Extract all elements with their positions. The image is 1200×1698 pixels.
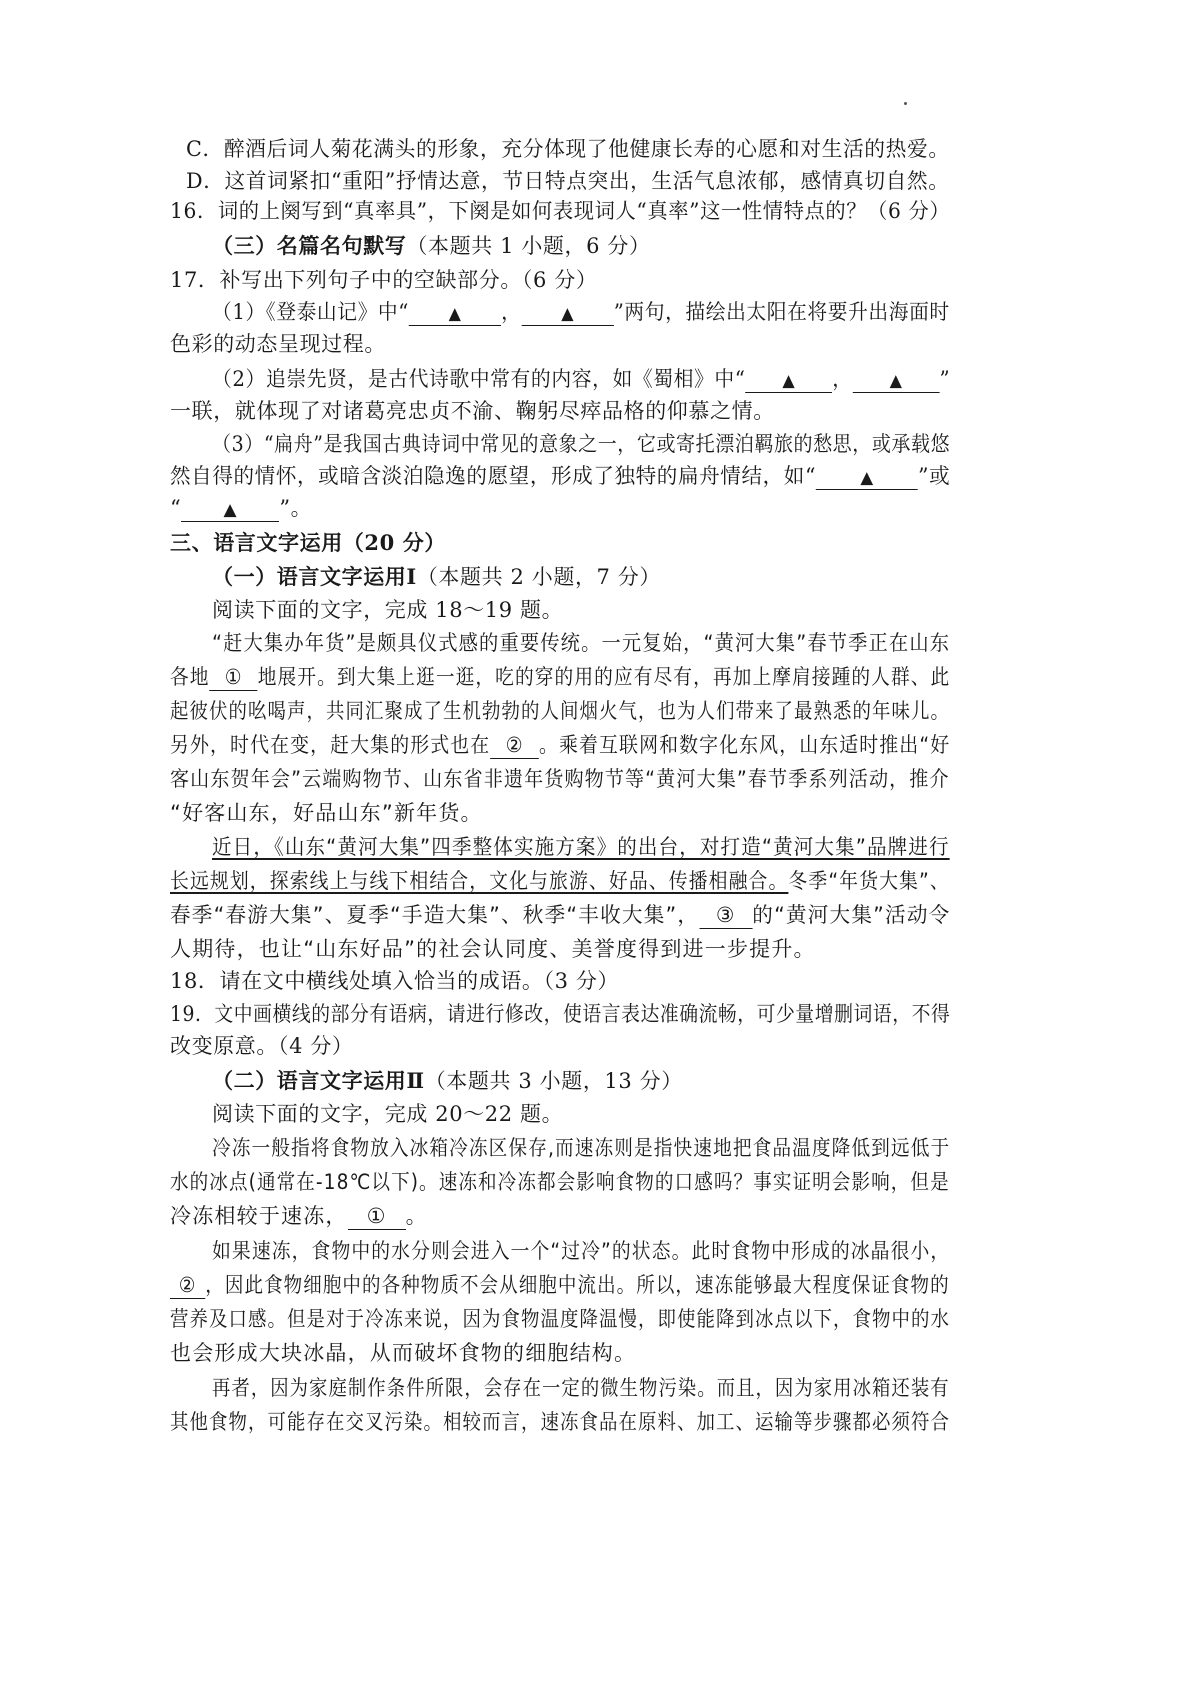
blank-number: ③: [715, 903, 736, 927]
passage1-blank-1[interactable]: [210, 664, 258, 691]
blank-number: ②: [178, 1273, 197, 1297]
passage4-line3: 营养及口感。但是对于冷冻来说，因为食物温度降温慢，即使能降到冰点以下，食物中的水: [170, 1307, 951, 1331]
q17-item1-tail: ”两句，描绘出太阳在将要升出海面时: [613, 300, 950, 324]
q15-option-c: C．醉酒后词人菊花满头的形象，充分体现了他健康长寿的心愿和对生活的热爱。: [186, 137, 950, 161]
subsection-1-title: （一）语言文字运用Ⅰ: [212, 564, 417, 589]
passage1-line6: “好客山东，好品山东”新年货。: [170, 801, 483, 825]
blank-marker-icon: ▲: [561, 304, 575, 324]
passage3-line3: [170, 1201, 428, 1231]
passage4-blank-2[interactable]: [170, 1272, 205, 1299]
passage3-text: 。: [405, 1204, 428, 1228]
passage1-line4: [170, 730, 950, 760]
passage4-line4: 也会形成大块冰晶，从而破坏食物的细胞结构。: [170, 1341, 637, 1365]
q17-blank-1[interactable]: [409, 299, 501, 326]
part-3-heading: 三、语言文字运用（20 分）: [170, 530, 446, 555]
passage3-blank-1[interactable]: [348, 1203, 406, 1230]
section-heading-recitation: [212, 231, 651, 261]
blank-number: ①: [366, 1204, 387, 1228]
subsection-2-heading: [212, 1066, 683, 1096]
question-16: 16．词的上阕写到“真率具”，下阕是如何表现词人“真率”这一性情特点的？（6 分）: [170, 199, 951, 223]
passage2-underlined-text: 长远规划，探索线上与线下相结合，文化与旅游、好品、传播相融合。: [170, 869, 789, 893]
subsection-1-heading: [212, 562, 661, 592]
section-note: （本题共 1 小题，6 分）: [406, 234, 651, 258]
passage1-text: 另外，时代在变，赶大集的形式也在: [170, 733, 491, 757]
q17-item2-line1: [212, 364, 950, 394]
passage1-blank-2[interactable]: [490, 732, 539, 759]
reading-instruction-2: 阅读下面的文字，完成 20～22 题。: [212, 1102, 564, 1126]
question-19-line2: 改变原意。（4 分）: [170, 1034, 354, 1058]
q17-blank-6[interactable]: [181, 495, 279, 522]
blank-marker-icon: ▲: [782, 371, 796, 391]
q17-item2-tail: ”: [939, 367, 951, 391]
q17-blank-2[interactable]: [522, 299, 614, 326]
blank-marker-icon: ▲: [223, 500, 238, 520]
passage2-line4: 人期待，也让“山东好品”的社会认同度、美誉度得到进一步提升。: [170, 937, 816, 961]
q17-blank-3[interactable]: [745, 366, 832, 393]
passage4-line1: 如果速冻，食物中的水分则会进入一个“过冷”的状态。此时食物中形成的冰晶很小，: [212, 1239, 951, 1263]
q17-item1-text: （1）《登泰山记》中“: [212, 300, 409, 324]
question-17-stem: 17．补写出下列句子中的空缺部分。（6 分）: [170, 268, 598, 292]
q17-item1-line1: [212, 297, 950, 327]
passage1-text: 地展开。到大集上逛一逛，吃的穿的用的应有尽有，再加上摩肩接踵的人群、此: [257, 665, 951, 689]
q17-item3-or: ”或: [918, 464, 951, 488]
subsection-2-note: （本题共 3 小题，13 分）: [424, 1069, 683, 1093]
q17-blank-4[interactable]: [853, 366, 940, 393]
passage1-line5: 客山东贺年会”云端购物节、山东省非遗年货购物节等“黄河大集”春节季系列活动，推介: [170, 767, 950, 791]
scan-speck: [904, 102, 907, 105]
q17-item3-line3: [170, 493, 312, 523]
q17-open-quote: “: [170, 496, 182, 520]
q17-close-quote: ”。: [279, 496, 313, 520]
passage1-line3: 起彼伏的吆喝声，共同汇聚成了生机勃勃的人间烟火气，也为人们带来了最熟悉的年味儿。: [170, 699, 951, 723]
passage2-text: 的“黄河大集”活动令: [752, 903, 951, 927]
passage1-text: 。乘着互联网和数字化东风，山东适时推出“好: [538, 733, 951, 757]
blank-number: ②: [505, 733, 524, 757]
q17-item2-text: （2）追崇先贤，是古代诗歌中常有的内容，如《蜀相》中“: [212, 367, 746, 391]
passage1-text: 各地: [170, 665, 210, 689]
passage5-line1: 再者，因为家庭制作条件所限，会存在一定的微生物污染。而且，因为家用冰箱还装有: [212, 1376, 950, 1400]
passage2-line2: [170, 866, 950, 896]
q17-item3-line2: [170, 461, 950, 491]
q17-sep: ，: [832, 367, 853, 391]
q15-option-d: D．这首词紧扣“重阳”抒情达意，节日特点突出，生活气息浓郁，感情真切自然。: [186, 169, 950, 193]
reading-instruction-1: 阅读下面的文字，完成 18～19 题。: [212, 598, 564, 622]
blank-number: ①: [224, 665, 243, 689]
passage1-line1: “赶大集办年货”是颇具仪式感的重要传统。一元复始，“黄河大集”春节季正在山东: [212, 631, 951, 655]
blank-marker-icon: ▲: [860, 468, 874, 488]
passage4-text: ，因此食物细胞中的各种物质不会从细胞中流出。所以，速冻能够最大程度保证食物的: [205, 1273, 950, 1297]
q17-sep: ，: [501, 300, 522, 324]
section-title: （三）名篇名句默写: [212, 233, 407, 258]
subsection-1-note: （本题共 2 小题，7 分）: [416, 565, 661, 589]
passage4-line2: [170, 1270, 950, 1300]
q17-blank-5[interactable]: [816, 463, 918, 490]
q17-item2-line2: 一联，就体现了对诸葛亮忠贞不渝、鞠躬尽瘁品格的仰慕之情。: [170, 399, 775, 423]
passage2-line3: [170, 900, 950, 930]
passage3-text: 冷冻相较于速冻，: [170, 1204, 348, 1228]
passage2-blank-3[interactable]: [699, 902, 752, 929]
question-19-line1: 19．文中画横线的部分有语病，请进行修改，使语言表达准确流畅，可少量增删词语，不得: [170, 1002, 951, 1026]
passage2-text: 冬季“年货大集”、: [788, 869, 950, 893]
passage1-line2: [170, 662, 950, 692]
passage2-line1-underlined: 近日，《山东“黄河大集”四季整体实施方案》的出台，对打造“黄河大集”品牌进行: [212, 835, 950, 859]
blank-marker-icon: ▲: [448, 304, 462, 324]
q17-item3-line1: （3）“扁舟”是我国古典诗词中常见的意象之一，它或寄托漂泊羁旅的愁思，或承载悠: [212, 432, 951, 456]
passage5-line2: 其他食物，可能存在交叉污染。相较而言，速冻食品在原料、加工、运输等步骤都必须符合: [170, 1410, 951, 1434]
passage3-line1: 冷冻一般指将食物放入冰箱冷冻区保存,而速冻则是指快速地把食品温度降低到远低于: [212, 1136, 951, 1160]
subsection-2-title: （二）语言文字运用Ⅱ: [212, 1068, 425, 1093]
passage3-line2: 水的冰点(通常在-18℃以下)。速冻和冷冻都会影响食物的口感吗？事实证明会影响，但是: [170, 1170, 950, 1194]
q17-item1-line2: 色彩的动态呈现过程。: [170, 332, 386, 356]
passage2-text: 春季“春游大集”、夏季“手造大集”、秋季“丰收大集”，: [170, 903, 700, 927]
q17-item3-text: 然自得的情怀，或暗含淡泊隐逸的愿望，形成了独特的扁舟情结，如“: [170, 464, 817, 488]
question-18: 18．请在文中横线处填入恰当的成语。（3 分）: [170, 969, 620, 993]
blank-marker-icon: ▲: [889, 371, 903, 391]
